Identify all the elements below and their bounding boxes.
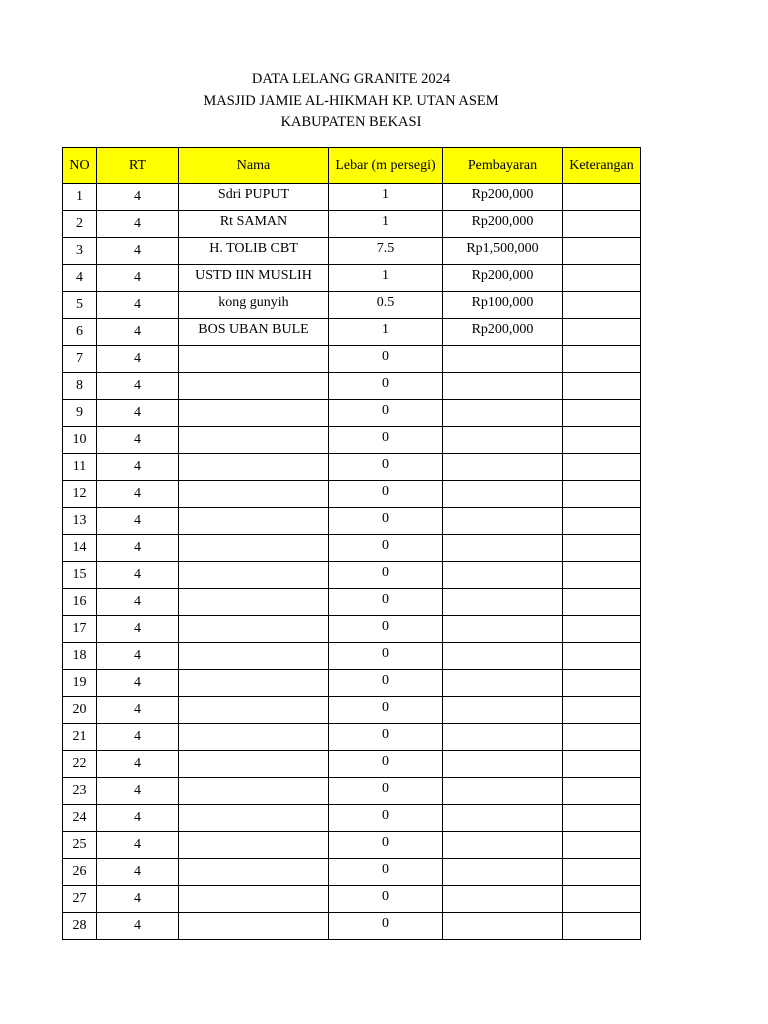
cell-pembayaran [443, 508, 563, 535]
cell-lebar: 0 [329, 886, 443, 913]
cell-lebar: 0 [329, 859, 443, 886]
cell-lebar: 1 [329, 319, 443, 346]
cell-no: 3 [63, 238, 97, 265]
table-row [63, 859, 641, 886]
table-row [63, 751, 641, 778]
cell-lebar: 0 [329, 346, 443, 373]
cell-pembayaran: Rp1,500,000 [443, 238, 563, 265]
cell-nama [179, 562, 329, 589]
cell-rt: 4 [97, 697, 179, 724]
title-line-1: DATA LELANG GRANITE 2024 [251, 71, 451, 87]
cell-no: 19 [63, 670, 97, 697]
header-no: NO [63, 148, 97, 184]
table-row [63, 562, 641, 589]
cell-pembayaran [443, 724, 563, 751]
cell-no: 20 [63, 697, 97, 724]
cell-nama: Sdri PUPUT [179, 184, 329, 211]
table-row [63, 913, 641, 940]
cell-nama [179, 481, 329, 508]
cell-keterangan [563, 373, 641, 400]
cell-keterangan [563, 292, 641, 319]
cell-lebar: 7.5 [329, 238, 443, 265]
cell-lebar: 0 [329, 508, 443, 535]
header-nama: Nama [179, 148, 329, 184]
cell-rt: 4 [97, 535, 179, 562]
cell-keterangan [563, 400, 641, 427]
cell-lebar: 0 [329, 616, 443, 643]
cell-nama [179, 643, 329, 670]
cell-nama [179, 778, 329, 805]
cell-keterangan [563, 265, 641, 292]
cell-pembayaran [443, 616, 563, 643]
cell-no: 28 [63, 913, 97, 940]
cell-rt: 4 [97, 670, 179, 697]
cell-nama [179, 670, 329, 697]
header-keterangan: Keterangan [563, 148, 641, 184]
table-row [63, 319, 641, 346]
cell-rt: 4 [97, 562, 179, 589]
cell-rt: 4 [97, 292, 179, 319]
cell-keterangan [563, 859, 641, 886]
cell-rt: 4 [97, 373, 179, 400]
cell-no: 5 [63, 292, 97, 319]
cell-rt: 4 [97, 616, 179, 643]
table-row [63, 616, 641, 643]
cell-lebar: 0 [329, 805, 443, 832]
cell-no: 2 [63, 211, 97, 238]
table-row [63, 481, 641, 508]
cell-nama [179, 400, 329, 427]
cell-rt: 4 [97, 400, 179, 427]
table-row [63, 886, 641, 913]
cell-lebar: 0 [329, 670, 443, 697]
cell-rt: 4 [97, 346, 179, 373]
cell-keterangan [563, 616, 641, 643]
cell-lebar: 0 [329, 535, 443, 562]
cell-pembayaran [443, 778, 563, 805]
cell-nama: H. TOLIB CBT [179, 238, 329, 265]
cell-lebar: 0 [329, 373, 443, 400]
cell-rt: 4 [97, 859, 179, 886]
table-row [63, 508, 641, 535]
table-header-row [63, 148, 641, 184]
cell-keterangan [563, 778, 641, 805]
cell-lebar: 0 [329, 751, 443, 778]
cell-no: 10 [63, 427, 97, 454]
cell-rt: 4 [97, 778, 179, 805]
cell-nama: Rt SAMAN [179, 211, 329, 238]
cell-nama [179, 589, 329, 616]
cell-no: 18 [63, 643, 97, 670]
cell-lebar: 0 [329, 562, 443, 589]
cell-keterangan [563, 589, 641, 616]
cell-rt: 4 [97, 265, 179, 292]
cell-nama [179, 751, 329, 778]
table-row [63, 400, 641, 427]
cell-pembayaran [443, 481, 563, 508]
cell-keterangan [563, 805, 641, 832]
cell-lebar: 0 [329, 400, 443, 427]
cell-pembayaran [443, 589, 563, 616]
cell-no: 25 [63, 832, 97, 859]
cell-no: 21 [63, 724, 97, 751]
cell-rt: 4 [97, 589, 179, 616]
cell-keterangan [563, 832, 641, 859]
cell-nama [179, 346, 329, 373]
cell-nama: USTD IIN MUSLIH [179, 265, 329, 292]
cell-no: 23 [63, 778, 97, 805]
cell-lebar: 0 [329, 589, 443, 616]
cell-keterangan [563, 508, 641, 535]
table-row [63, 832, 641, 859]
cell-keterangan [563, 346, 641, 373]
table-row [63, 346, 641, 373]
cell-rt: 4 [97, 724, 179, 751]
cell-keterangan [563, 319, 641, 346]
cell-rt: 4 [97, 454, 179, 481]
cell-rt: 4 [97, 211, 179, 238]
cell-lebar: 0 [329, 724, 443, 751]
cell-pembayaran [443, 697, 563, 724]
cell-rt: 4 [97, 427, 179, 454]
cell-no: 1 [63, 184, 97, 211]
table-row [63, 805, 641, 832]
cell-pembayaran [443, 859, 563, 886]
cell-pembayaran [443, 400, 563, 427]
cell-nama: kong gunyih [179, 292, 329, 319]
cell-pembayaran [443, 427, 563, 454]
cell-no: 8 [63, 373, 97, 400]
cell-no: 22 [63, 751, 97, 778]
cell-no: 15 [63, 562, 97, 589]
header-rt: RT [97, 148, 179, 184]
table-row [63, 697, 641, 724]
cell-pembayaran [443, 751, 563, 778]
cell-nama [179, 832, 329, 859]
cell-no: 6 [63, 319, 97, 346]
table-row [63, 427, 641, 454]
cell-keterangan [563, 427, 641, 454]
cell-keterangan [563, 481, 641, 508]
cell-no: 12 [63, 481, 97, 508]
cell-nama [179, 427, 329, 454]
cell-no: 7 [63, 346, 97, 373]
cell-pembayaran [443, 805, 563, 832]
cell-nama [179, 913, 329, 940]
cell-pembayaran [443, 670, 563, 697]
cell-nama [179, 373, 329, 400]
cell-nama: BOS UBAN BULE [179, 319, 329, 346]
cell-rt: 4 [97, 184, 179, 211]
cell-lebar: 0 [329, 913, 443, 940]
cell-nama [179, 859, 329, 886]
cell-rt: 4 [97, 886, 179, 913]
cell-pembayaran [443, 454, 563, 481]
cell-rt: 4 [97, 319, 179, 346]
cell-lebar: 0 [329, 643, 443, 670]
cell-lebar: 0 [329, 454, 443, 481]
cell-pembayaran [443, 562, 563, 589]
cell-lebar: 0 [329, 481, 443, 508]
table-row [63, 535, 641, 562]
cell-nama [179, 508, 329, 535]
cell-pembayaran [443, 913, 563, 940]
cell-rt: 4 [97, 805, 179, 832]
cell-no: 17 [63, 616, 97, 643]
cell-no: 24 [63, 805, 97, 832]
header-lebar: Lebar (m persegi) [329, 148, 443, 184]
cell-pembayaran [443, 346, 563, 373]
cell-no: 9 [63, 400, 97, 427]
cell-keterangan [563, 751, 641, 778]
cell-lebar: 0 [329, 697, 443, 724]
cell-rt: 4 [97, 913, 179, 940]
cell-rt: 4 [97, 643, 179, 670]
cell-no: 4 [63, 265, 97, 292]
cell-pembayaran [443, 535, 563, 562]
cell-pembayaran: Rp200,000 [443, 319, 563, 346]
cell-keterangan [563, 454, 641, 481]
table-row [63, 778, 641, 805]
cell-pembayaran [443, 643, 563, 670]
cell-rt: 4 [97, 238, 179, 265]
cell-lebar: 0.5 [329, 292, 443, 319]
cell-nama [179, 454, 329, 481]
cell-nama [179, 616, 329, 643]
cell-keterangan [563, 238, 641, 265]
cell-no: 26 [63, 859, 97, 886]
cell-lebar: 1 [329, 211, 443, 238]
cell-nama [179, 535, 329, 562]
cell-pembayaran: Rp200,000 [443, 211, 563, 238]
table-row [63, 589, 641, 616]
cell-pembayaran [443, 886, 563, 913]
cell-lebar: 1 [329, 265, 443, 292]
cell-keterangan [563, 184, 641, 211]
cell-pembayaran: Rp200,000 [443, 184, 563, 211]
cell-nama [179, 805, 329, 832]
table-row [63, 265, 641, 292]
cell-pembayaran [443, 832, 563, 859]
cell-pembayaran: Rp200,000 [443, 265, 563, 292]
table-row [63, 184, 641, 211]
table-row [63, 373, 641, 400]
cell-keterangan [563, 913, 641, 940]
title-line-3: KABUPATEN BEKASI [280, 114, 422, 130]
cell-keterangan [563, 211, 641, 238]
title-line-2: MASJID JAMIE AL-HIKMAH KP. UTAN ASEM [203, 92, 499, 109]
cell-pembayaran: Rp100,000 [443, 292, 563, 319]
cell-nama [179, 724, 329, 751]
table-row [63, 211, 641, 238]
table-row [63, 670, 641, 697]
table-row [63, 643, 641, 670]
cell-keterangan [563, 643, 641, 670]
cell-rt: 4 [97, 832, 179, 859]
cell-lebar: 1 [329, 184, 443, 211]
cell-lebar: 0 [329, 778, 443, 805]
cell-nama [179, 697, 329, 724]
cell-keterangan [563, 697, 641, 724]
cell-keterangan [563, 886, 641, 913]
table-row [63, 454, 641, 481]
cell-lebar: 0 [329, 832, 443, 859]
cell-keterangan [563, 670, 641, 697]
cell-rt: 4 [97, 751, 179, 778]
cell-no: 14 [63, 535, 97, 562]
cell-no: 13 [63, 508, 97, 535]
cell-keterangan [563, 724, 641, 751]
auction-table [62, 147, 641, 940]
cell-nama [179, 886, 329, 913]
cell-keterangan [563, 562, 641, 589]
cell-pembayaran [443, 373, 563, 400]
cell-no: 16 [63, 589, 97, 616]
cell-no: 11 [63, 454, 97, 481]
cell-rt: 4 [97, 481, 179, 508]
cell-lebar: 0 [329, 427, 443, 454]
header-pembayaran: Pembayaran [443, 148, 563, 184]
document-title [0, 69, 702, 134]
cell-no: 27 [63, 886, 97, 913]
table-row [63, 238, 641, 265]
cell-rt: 4 [97, 508, 179, 535]
cell-keterangan [563, 535, 641, 562]
table-body [63, 184, 641, 940]
table-row [63, 292, 641, 319]
table-row [63, 724, 641, 751]
